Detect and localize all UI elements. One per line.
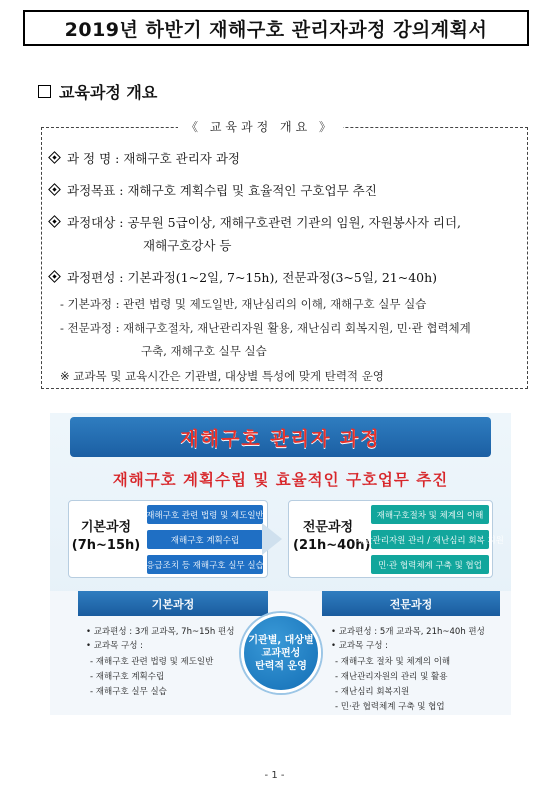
section-heading-text: 교육과정 개요	[59, 83, 158, 102]
basic-course-tab: 기본과정	[78, 591, 268, 616]
overview-box-title: 《 교육과정 개요 》	[178, 118, 343, 135]
basic-course-title	[71, 519, 141, 555]
advanced-course-panel	[288, 500, 504, 578]
checkbox-square-icon	[38, 85, 51, 98]
circle-line: 기관별, 대상별	[248, 634, 314, 646]
diamond-bullet-icon	[48, 183, 61, 196]
basic-course-title-name: 기본과정	[80, 520, 132, 535]
course-goal-value: 재해구호 계획수립 및 효율적인 구호업무 추진	[127, 183, 377, 198]
advanced-list-item: - 재해구호 절차 및 체계의 이해	[335, 657, 451, 667]
basic-list-item: - 재해구호 실무 실습	[90, 687, 167, 697]
basic-course-title-hours: (7h~15h)	[71, 538, 141, 554]
basic-chip: 재해구호 계획수립	[147, 530, 263, 549]
advanced-list-item: - 재난관리자원의 관리 및 활용	[335, 672, 448, 682]
advanced-course-title-hours: (21h~40h)	[293, 538, 371, 554]
infographic-banner: 재해구호 관리자 과정	[70, 417, 491, 457]
advanced-course-title	[293, 519, 371, 555]
advanced-chip: 민·관 협력체계 구축 및 협업	[371, 555, 489, 574]
advanced-list-item: • 교과편성 : 5개 교과목, 21h~40h 편성	[331, 627, 485, 637]
advanced-course-tab: 전문과정	[322, 591, 500, 616]
advanced-chip: 재해구호절차 및 체계의 이해	[371, 505, 489, 524]
basic-list-item: • 교과목 구성 :	[86, 641, 144, 651]
infographic-subtitle: 재해구호 계획수립 및 효율적인 구호업무 추진	[112, 471, 449, 489]
course-name-value: 재해구호 관리자 과정	[123, 151, 240, 166]
advanced-course-line: - 전문과정 : 재해구호절차, 재난관리자원 활용, 재난심리 회복지원, 민·관 협력체계	[60, 321, 471, 335]
advanced-course-title-name: 전문과정	[302, 520, 354, 535]
advanced-list-item: • 교과목 구성 :	[331, 641, 389, 651]
course-goal-label: 과정목표	[67, 183, 116, 198]
section-heading	[38, 80, 157, 103]
diamond-bullet-icon	[48, 151, 61, 164]
course-target-value: 공무원 5급이상, 재해구호관련 기관의 임원, 자원봉사자 리더,	[127, 215, 461, 230]
basic-course-panel	[68, 500, 268, 578]
arrow-right-icon	[262, 523, 282, 555]
course-structure-label: 과정편성	[67, 270, 116, 285]
course-goal-row: 과정목표 : 재해구호 계획수립 및 효율적인 구호업무 추진	[50, 181, 377, 199]
advanced-chip: 재난관리자원 관리 / 재난심리 회복 지원	[371, 530, 489, 549]
advanced-list-item: - 재난심리 회복지원	[335, 687, 410, 697]
basic-list-item: - 재해구호 계획수립	[90, 672, 165, 682]
basic-list-item: • 교과편성 : 3개 교과목, 7h~15h 편성	[86, 627, 235, 637]
diamond-bullet-icon	[48, 215, 61, 228]
course-target-label: 과정대상	[67, 215, 116, 230]
diamond-bullet-icon	[48, 270, 61, 283]
basic-list-item: - 재해구호 관련 법령 및 제도일반	[90, 657, 214, 667]
basic-course-line: - 기본과정 : 관련 법령 및 제도일반, 재난심리의 이해, 재해구호 실무 실습	[60, 297, 427, 311]
page-number: - 1 -	[264, 770, 285, 781]
advanced-course-line-2: 구축, 재해구호 실무 실습	[141, 344, 267, 358]
course-name-label: 과 정 명	[67, 151, 112, 166]
document-title: 2019년 하반기 재해구호 관리자과정 강의계획서	[23, 10, 529, 46]
basic-chip: 재해구호 관련 법령 및 제도일반	[147, 505, 263, 524]
course-target-row: 과정대상 : 공무원 5급이상, 재해구호관련 기관의 임원, 자원봉사자 리더,	[50, 213, 461, 231]
course-infographic	[50, 413, 511, 715]
flexible-operation-circle	[241, 613, 321, 693]
basic-chip: 응급조치 등 재해구호 실무 실습	[147, 555, 263, 574]
note-line: ※ 교과목 및 교육시간은 기관별, 대상별 특성에 맞게 탄력적 운영	[60, 369, 384, 383]
circle-line: 교과편성	[261, 647, 301, 659]
circle-line: 탄력적 운영	[255, 660, 307, 672]
course-name-row: 과 정 명 : 재해구호 관리자 과정	[50, 149, 240, 167]
course-structure-row: 과정편성 : 기본과정(1~2일, 7~15h), 전문과정(3~5일, 21~40h)	[50, 268, 437, 286]
course-structure-value: 기본과정(1~2일, 7~15h), 전문과정(3~5일, 21~40h)	[127, 270, 438, 285]
advanced-list-item: - 민·관 협력체계 구축 및 협업	[335, 702, 445, 712]
course-target-row-2: 재해구호강사 등	[143, 238, 232, 253]
